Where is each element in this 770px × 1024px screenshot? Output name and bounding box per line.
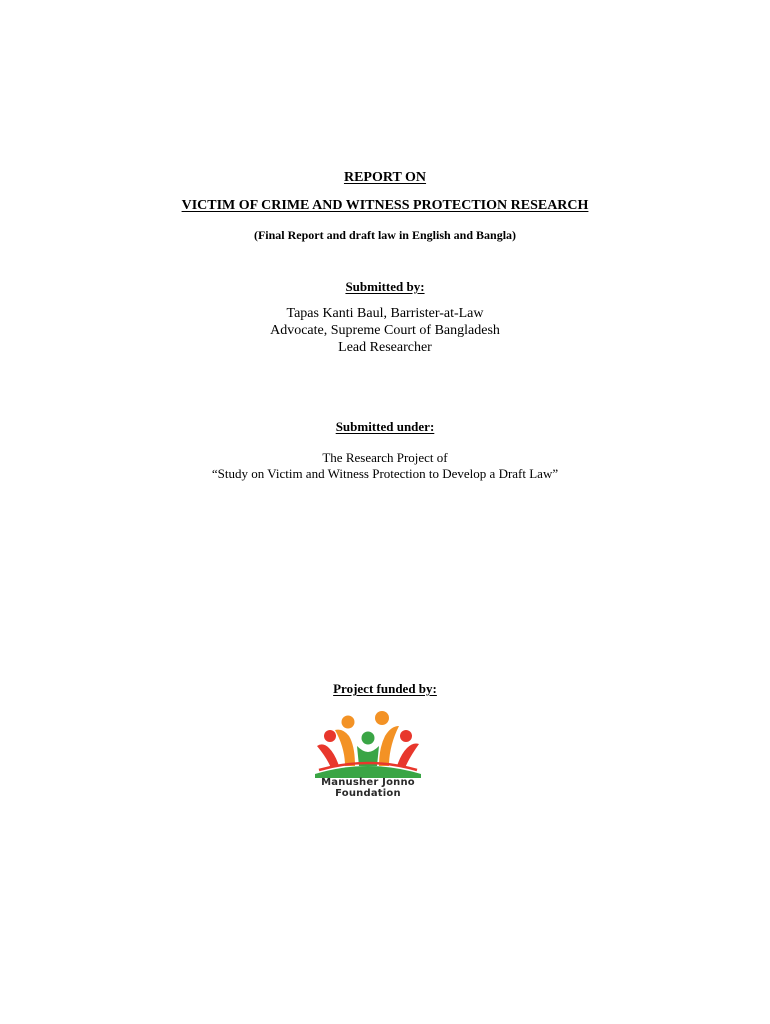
logo-text-line1: Manusher Jonno [321, 777, 415, 788]
author-role: Advocate, Supreme Court of Bangladesh [270, 323, 500, 338]
submitted-under-label: Submitted under: [335, 419, 435, 434]
funded-by-label: Project funded by: [333, 681, 437, 696]
project-description-line2: “Study on Victim and Witness Protection to Develop a Draft Law” [211, 466, 559, 481]
people-logo-icon [313, 708, 423, 778]
report-heading: REPORT ON [343, 170, 427, 185]
project-description-line1: The Research Project of [322, 450, 448, 465]
author-title: Lead Researcher [338, 340, 432, 355]
report-title: VICTIM OF CRIME AND WITNESS PROTECTION RESEARCH [181, 198, 589, 213]
funder-logo [313, 708, 423, 800]
report-subtitle: (Final Report and draft law in English and Bangla) [253, 228, 517, 242]
author-name: Tapas Kanti Baul, Barrister-at-Law [286, 306, 484, 321]
logo-text-line2: Foundation [335, 788, 401, 799]
submitted-by-label: Submitted by: [345, 279, 425, 294]
